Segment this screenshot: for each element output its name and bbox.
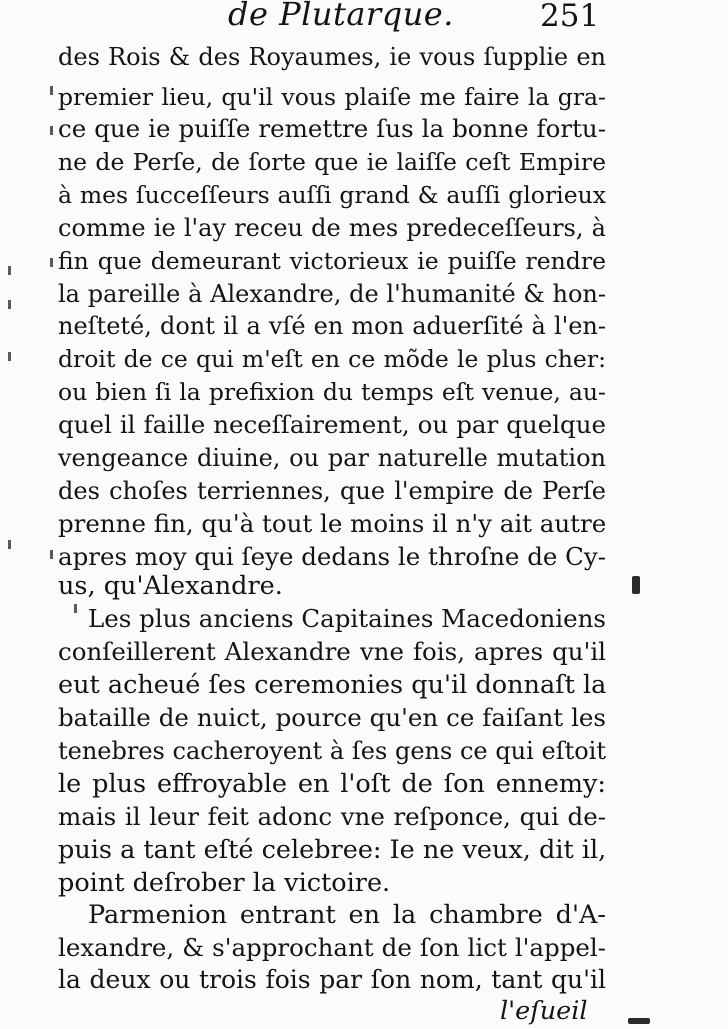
text-line: point deſrober la victoire. [58,868,391,898]
text-line: puis a tant eſté celebree: Ie ne veux, dit il, [58,835,606,865]
margin-mark [50,550,53,559]
margin-mark [50,86,53,95]
text-line: neſteté, dont il a vſé en mon aduerſité à l'en- [58,312,606,340]
text-line: à mes ſucceſſeurs auſſi grand & auſſi glorieux [58,181,606,209]
text-line: eut acheué ſes ceremonies qu'il donnaſt la [58,670,606,700]
margin-mark [8,540,11,549]
text-line: comme ie l'ay receu de mes predeceſſeurs, à [58,214,606,242]
page-number: 251 [540,0,600,34]
text-line: mais il leur feit adonc vne reſponce, qui de- [58,802,606,831]
margin-mark [50,126,53,135]
paragraph-start-line: Parmenion entrant en la chambre d'A- [88,900,606,930]
text-line: droit de ce qui m'eſt en ce mõde le plus cher: [58,345,606,373]
text-line: prenne fin, qu'à tout le moins il n'y ait autre [58,509,606,538]
page-edge-mark [628,1018,650,1024]
text-line: des choſes terriennes, que l'empire de Perſe [58,477,606,505]
text-line: la deux ou trois fois par ſon nom, tant qu'il [58,965,606,994]
text-line: lexandre, & s'approchant de ſon lict l'appel- [58,933,606,962]
text-line: apres moy qui ſeye dedans le throſne de Cy- [58,542,606,571]
margin-mark [8,352,11,361]
margin-mark [50,258,53,267]
text-line: ou bien ſi la prefixion du temps eſt venue, au- [58,378,606,406]
text-line: la pareille à Alexandre, de l'humanité & hon- [58,280,606,308]
text-line: ce que ie puiſſe remettre ſus la bonne fortu- [58,114,606,143]
text-line: premier lieu, qu'il vous plaiſe me faire la gra- [58,83,606,111]
margin-mark [74,604,77,613]
text-line: ne de Perſe, de ſorte que ie laiſſe ceſt Empire [58,148,606,176]
text-line: fin que demeurant victorieux ie puiſſe rendre [58,247,606,275]
text-line: quel il faille neceſſairement, ou par quelque [58,410,606,439]
catchword: l'eſueil [500,996,588,1026]
text-line: tenebres cacheroyent à ſes gens ce qui eſtoit [58,737,606,765]
page-edge-mark [632,576,640,594]
text-line: vengeance diuine, ou par naturelle mutation [58,444,606,472]
text-line: le plus effroyable en l'oſt de ſon ennemy: [58,769,606,799]
text-line: des Rois & des Royaumes, ie vous ſupplie en [58,43,606,71]
text-line: conſeillerent Alexandre vne fois, apres qu'il [58,637,606,666]
running-title: de Plutarque. [228,0,454,33]
paragraph-start-line: Les plus anciens Capitaines Macedoniens [88,604,606,633]
text-line: us, qu'Alexandre. [58,571,283,601]
margin-mark [8,266,11,275]
margin-mark [8,300,11,309]
text-line: bataille de nuict, pource qu'en ce faiſant les [58,703,606,732]
